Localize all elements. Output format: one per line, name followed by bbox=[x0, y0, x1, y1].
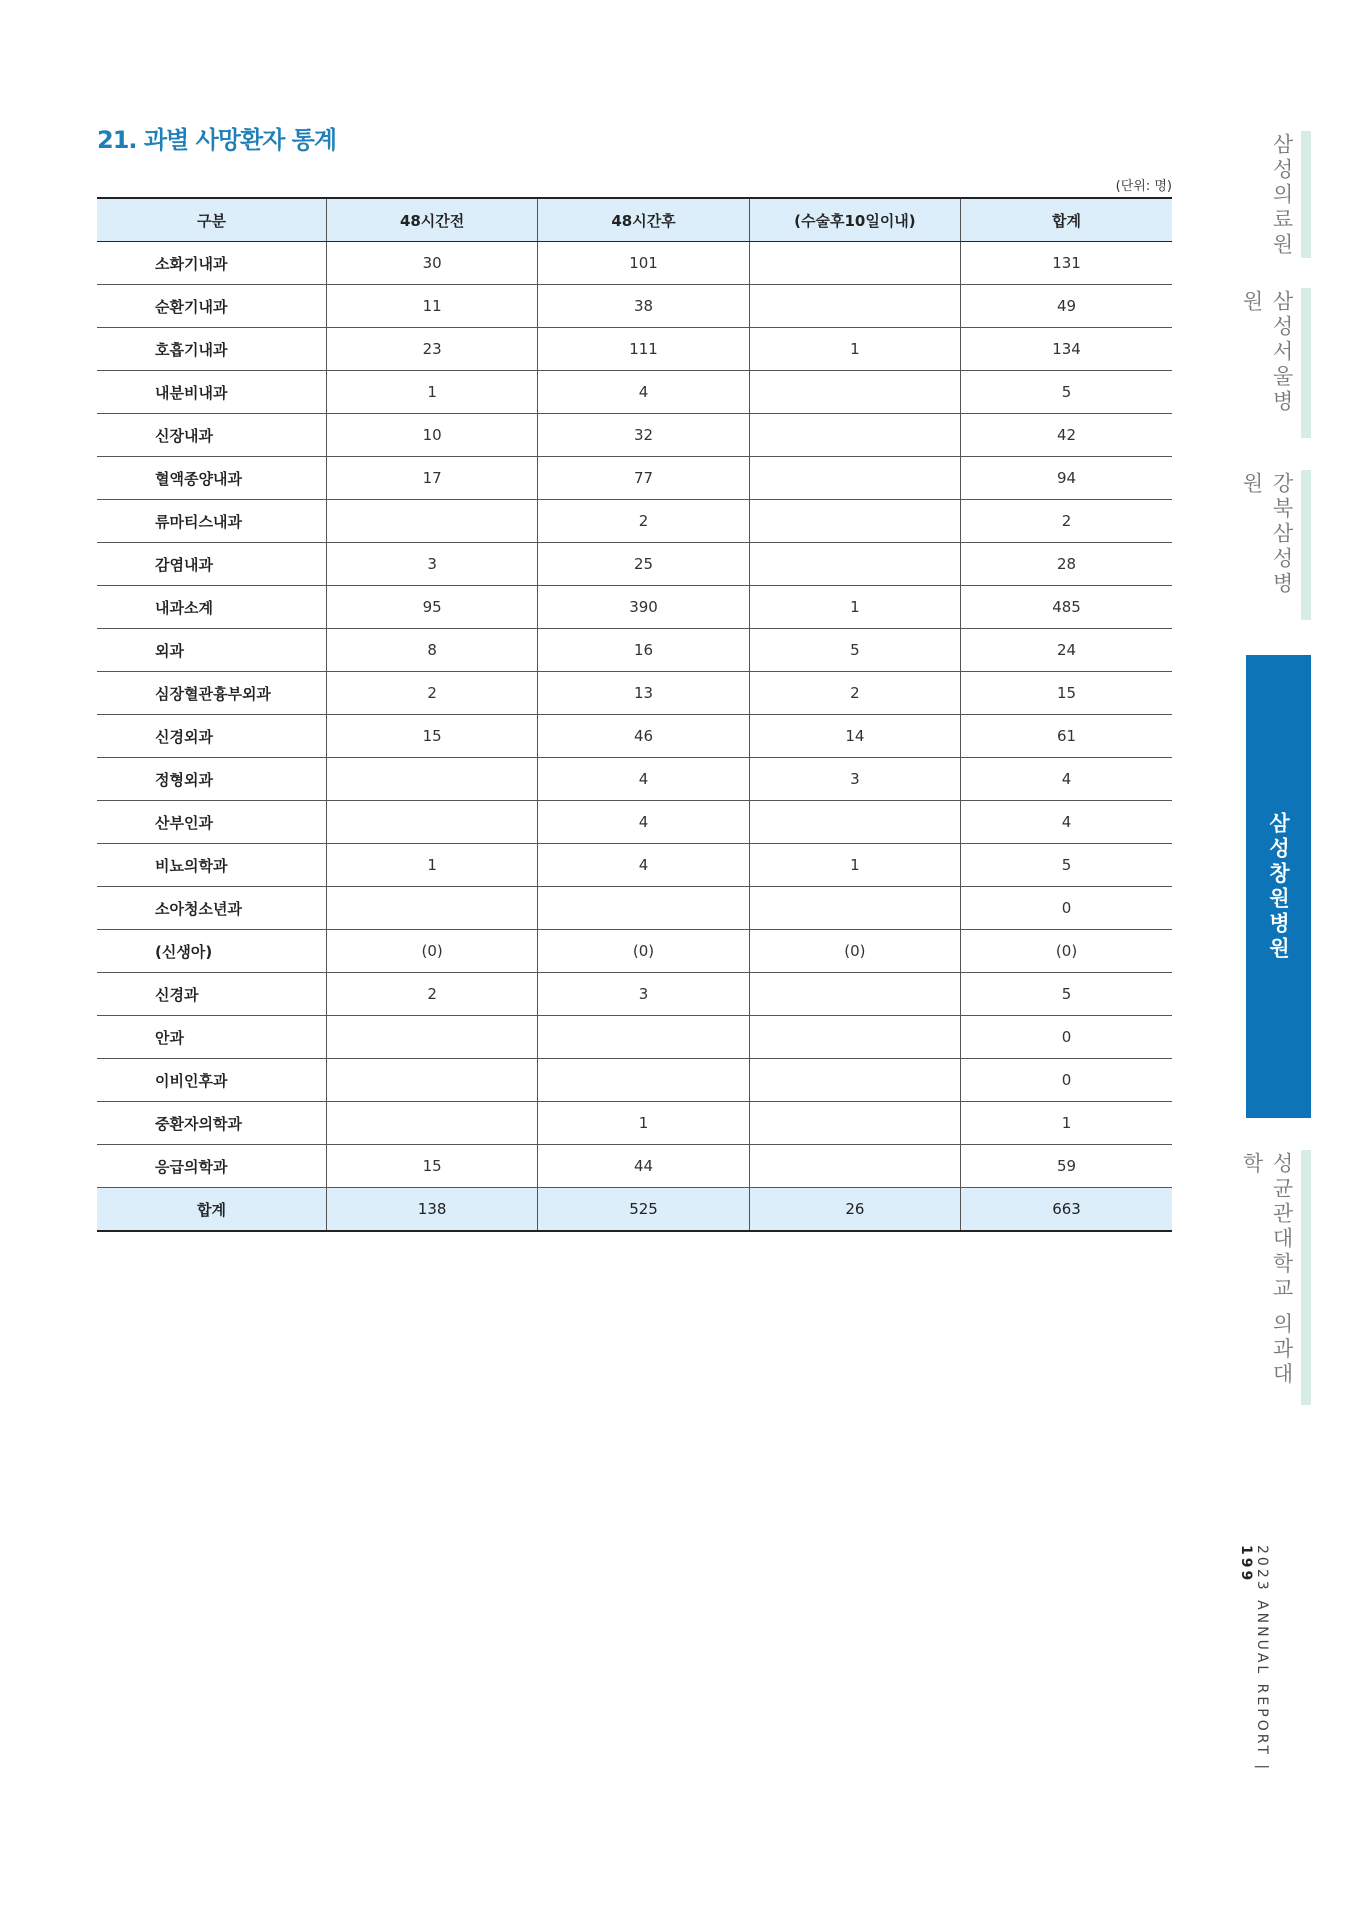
table-row bbox=[97, 801, 1172, 844]
cell-post-surgery: 1 bbox=[749, 844, 960, 887]
side-tab-label: 성균관대학교 의과대학 bbox=[1240, 1152, 1294, 1388]
cell-before-48h: 30 bbox=[326, 242, 537, 285]
cell-before-48h bbox=[326, 1016, 537, 1059]
cell-total: 5 bbox=[961, 973, 1172, 1016]
cell-before-48h: 2 bbox=[326, 672, 537, 715]
cell-total: 2 bbox=[961, 500, 1172, 543]
cell-after-48h: 3 bbox=[538, 973, 749, 1016]
cell-after-48h: 32 bbox=[538, 414, 749, 457]
row-department: 혈액종양내과 bbox=[97, 457, 326, 500]
row-department: 신경외과 bbox=[97, 715, 326, 758]
cell-after-48h: 16 bbox=[538, 629, 749, 672]
cell-total: 61 bbox=[961, 715, 1172, 758]
cell-after-48h bbox=[538, 887, 749, 930]
cell-post-surgery: 3 bbox=[749, 758, 960, 801]
cell-total: 0 bbox=[961, 887, 1172, 930]
row-department: 이비인후과 bbox=[97, 1059, 326, 1102]
cell-before-48h: 1 bbox=[326, 371, 537, 414]
cell-post-surgery bbox=[749, 371, 960, 414]
header-after-48h: 48시간후 bbox=[538, 198, 749, 242]
cell-post-surgery bbox=[749, 242, 960, 285]
side-tab-samsung-changwon-hospital[interactable] bbox=[1246, 655, 1311, 1118]
cell-post-surgery bbox=[749, 1145, 960, 1188]
cell-post-surgery bbox=[749, 285, 960, 328]
total-sum: 663 bbox=[961, 1188, 1172, 1232]
cell-after-48h: 25 bbox=[538, 543, 749, 586]
cell-after-48h: 44 bbox=[538, 1145, 749, 1188]
row-department: 류마티스내과 bbox=[97, 500, 326, 543]
table-row bbox=[97, 758, 1172, 801]
cell-after-48h: 13 bbox=[538, 672, 749, 715]
side-tab-bar bbox=[1301, 1150, 1311, 1405]
table-row bbox=[97, 629, 1172, 672]
cell-total: 28 bbox=[961, 543, 1172, 586]
cell-after-48h: 1 bbox=[538, 1102, 749, 1145]
cell-after-48h: (0) bbox=[538, 930, 749, 973]
cell-total: 5 bbox=[961, 844, 1172, 887]
cell-total: 24 bbox=[961, 629, 1172, 672]
cell-before-48h bbox=[326, 758, 537, 801]
row-department: 소화기내과 bbox=[97, 242, 326, 285]
side-tab-label: 강북삼성병원 bbox=[1240, 472, 1294, 597]
cell-before-48h bbox=[326, 801, 537, 844]
cell-total: 485 bbox=[961, 586, 1172, 629]
cell-before-48h: 15 bbox=[326, 715, 537, 758]
cell-after-48h: 4 bbox=[538, 844, 749, 887]
cell-after-48h: 111 bbox=[538, 328, 749, 371]
cell-after-48h: 77 bbox=[538, 457, 749, 500]
side-tab-label: 삼성의료원 bbox=[1270, 133, 1294, 258]
table-row bbox=[97, 285, 1172, 328]
cell-total: 15 bbox=[961, 672, 1172, 715]
cell-total: 94 bbox=[961, 457, 1172, 500]
cell-total: 4 bbox=[961, 758, 1172, 801]
cell-after-48h bbox=[538, 1059, 749, 1102]
table-row bbox=[97, 457, 1172, 500]
cell-after-48h: 46 bbox=[538, 715, 749, 758]
table-row bbox=[97, 930, 1172, 973]
side-tab-skku-medicine[interactable] bbox=[1240, 1150, 1311, 1405]
header-total: 합계 bbox=[961, 198, 1172, 242]
cell-before-48h: 8 bbox=[326, 629, 537, 672]
row-department: 비뇨의학과 bbox=[97, 844, 326, 887]
cell-before-48h: 1 bbox=[326, 844, 537, 887]
row-department: 순환기내과 bbox=[97, 285, 326, 328]
table-row bbox=[97, 500, 1172, 543]
row-department: 내분비내과 bbox=[97, 371, 326, 414]
row-department: 감염내과 bbox=[97, 543, 326, 586]
table-row bbox=[97, 242, 1172, 285]
total-label: 합계 bbox=[97, 1188, 326, 1232]
row-department: (신생아) bbox=[97, 930, 326, 973]
footer-separator: | bbox=[1254, 1756, 1270, 1773]
row-department: 신경과 bbox=[97, 973, 326, 1016]
cell-post-surgery bbox=[749, 973, 960, 1016]
cell-total: 0 bbox=[961, 1016, 1172, 1059]
cell-after-48h: 2 bbox=[538, 500, 749, 543]
table-row bbox=[97, 1059, 1172, 1102]
cell-post-surgery: 14 bbox=[749, 715, 960, 758]
page-title: 21. 과별 사망환자 통계 bbox=[97, 126, 337, 154]
cell-before-48h: 95 bbox=[326, 586, 537, 629]
cell-total: 59 bbox=[961, 1145, 1172, 1188]
cell-post-surgery bbox=[749, 1016, 960, 1059]
total-post-surgery: 26 bbox=[749, 1188, 960, 1232]
side-tab-bar bbox=[1301, 470, 1311, 620]
cell-post-surgery bbox=[749, 1059, 960, 1102]
cell-before-48h: 11 bbox=[326, 285, 537, 328]
table-row bbox=[97, 887, 1172, 930]
header-before-48h: 48시간전 bbox=[326, 198, 537, 242]
page-number: 199 bbox=[1238, 1545, 1254, 1584]
table-row bbox=[97, 543, 1172, 586]
cell-post-surgery: 5 bbox=[749, 629, 960, 672]
cell-before-48h: 3 bbox=[326, 543, 537, 586]
cell-after-48h: 101 bbox=[538, 242, 749, 285]
mortality-table bbox=[97, 197, 1172, 1232]
report-name: 2023 ANNUAL REPORT bbox=[1254, 1545, 1270, 1757]
side-tab-label: 삼성창원병원 bbox=[1266, 811, 1291, 962]
cell-post-surgery bbox=[749, 414, 960, 457]
cell-post-surgery: 1 bbox=[749, 328, 960, 371]
total-before-48h: 138 bbox=[326, 1188, 537, 1232]
row-department: 정형외과 bbox=[97, 758, 326, 801]
cell-post-surgery bbox=[749, 887, 960, 930]
cell-before-48h bbox=[326, 500, 537, 543]
row-department: 산부인과 bbox=[97, 801, 326, 844]
cell-before-48h bbox=[326, 1059, 537, 1102]
cell-before-48h bbox=[326, 887, 537, 930]
row-department: 호흡기내과 bbox=[97, 328, 326, 371]
cell-before-48h bbox=[326, 1102, 537, 1145]
total-after-48h: 525 bbox=[538, 1188, 749, 1232]
side-tab-label: 삼성서울병원 bbox=[1240, 290, 1294, 415]
side-tab-samsung-seoul-hospital[interactable] bbox=[1240, 288, 1311, 438]
cell-post-surgery: 2 bbox=[749, 672, 960, 715]
cell-total: 5 bbox=[961, 371, 1172, 414]
side-tab-samsung-medical-center[interactable] bbox=[1246, 131, 1311, 258]
table-row bbox=[97, 586, 1172, 629]
row-department: 심장혈관흉부외과 bbox=[97, 672, 326, 715]
cell-after-48h: 390 bbox=[538, 586, 749, 629]
table-row bbox=[97, 715, 1172, 758]
table-row bbox=[97, 328, 1172, 371]
row-department: 소아청소년과 bbox=[97, 887, 326, 930]
table-row bbox=[97, 672, 1172, 715]
table-total-row bbox=[97, 1188, 1172, 1232]
cell-total: (0) bbox=[961, 930, 1172, 973]
header-post-surgery: (수술후10일이내) bbox=[749, 198, 960, 242]
table-row bbox=[97, 1016, 1172, 1059]
cell-before-48h: (0) bbox=[326, 930, 537, 973]
row-department: 신장내과 bbox=[97, 414, 326, 457]
cell-post-surgery: (0) bbox=[749, 930, 960, 973]
side-tab-kangbuk-samsung-hospital[interactable] bbox=[1240, 470, 1311, 620]
cell-post-surgery bbox=[749, 500, 960, 543]
row-department: 내과소계 bbox=[97, 586, 326, 629]
table-row bbox=[97, 844, 1172, 887]
table-row bbox=[97, 414, 1172, 457]
row-department: 중환자의학과 bbox=[97, 1102, 326, 1145]
row-department: 안과 bbox=[97, 1016, 326, 1059]
cell-before-48h: 23 bbox=[326, 328, 537, 371]
cell-total: 134 bbox=[961, 328, 1172, 371]
cell-after-48h: 4 bbox=[538, 801, 749, 844]
cell-after-48h bbox=[538, 1016, 749, 1059]
cell-total: 4 bbox=[961, 801, 1172, 844]
table-row bbox=[97, 1102, 1172, 1145]
cell-before-48h: 2 bbox=[326, 973, 537, 1016]
cell-after-48h: 4 bbox=[538, 758, 749, 801]
cell-after-48h: 4 bbox=[538, 371, 749, 414]
unit-label: (단위: 명) bbox=[1115, 179, 1172, 194]
header-category: 구분 bbox=[97, 198, 326, 242]
cell-total: 1 bbox=[961, 1102, 1172, 1145]
side-tab-bar bbox=[1301, 288, 1311, 438]
cell-total: 42 bbox=[961, 414, 1172, 457]
table-row bbox=[97, 1145, 1172, 1188]
cell-post-surgery bbox=[749, 1102, 960, 1145]
cell-post-surgery bbox=[749, 543, 960, 586]
row-department: 응급의학과 bbox=[97, 1145, 326, 1188]
cell-before-48h: 15 bbox=[326, 1145, 537, 1188]
table-header-row bbox=[97, 198, 1172, 242]
row-department: 외과 bbox=[97, 629, 326, 672]
cell-after-48h: 38 bbox=[538, 285, 749, 328]
side-tab-bar bbox=[1301, 131, 1311, 258]
cell-post-surgery bbox=[749, 457, 960, 500]
cell-before-48h: 17 bbox=[326, 457, 537, 500]
table-row bbox=[97, 371, 1172, 414]
cell-total: 131 bbox=[961, 242, 1172, 285]
cell-total: 49 bbox=[961, 285, 1172, 328]
page-footer bbox=[1240, 1545, 1270, 1805]
table-row bbox=[97, 973, 1172, 1016]
cell-before-48h: 10 bbox=[326, 414, 537, 457]
cell-post-surgery: 1 bbox=[749, 586, 960, 629]
cell-post-surgery bbox=[749, 801, 960, 844]
cell-total: 0 bbox=[961, 1059, 1172, 1102]
